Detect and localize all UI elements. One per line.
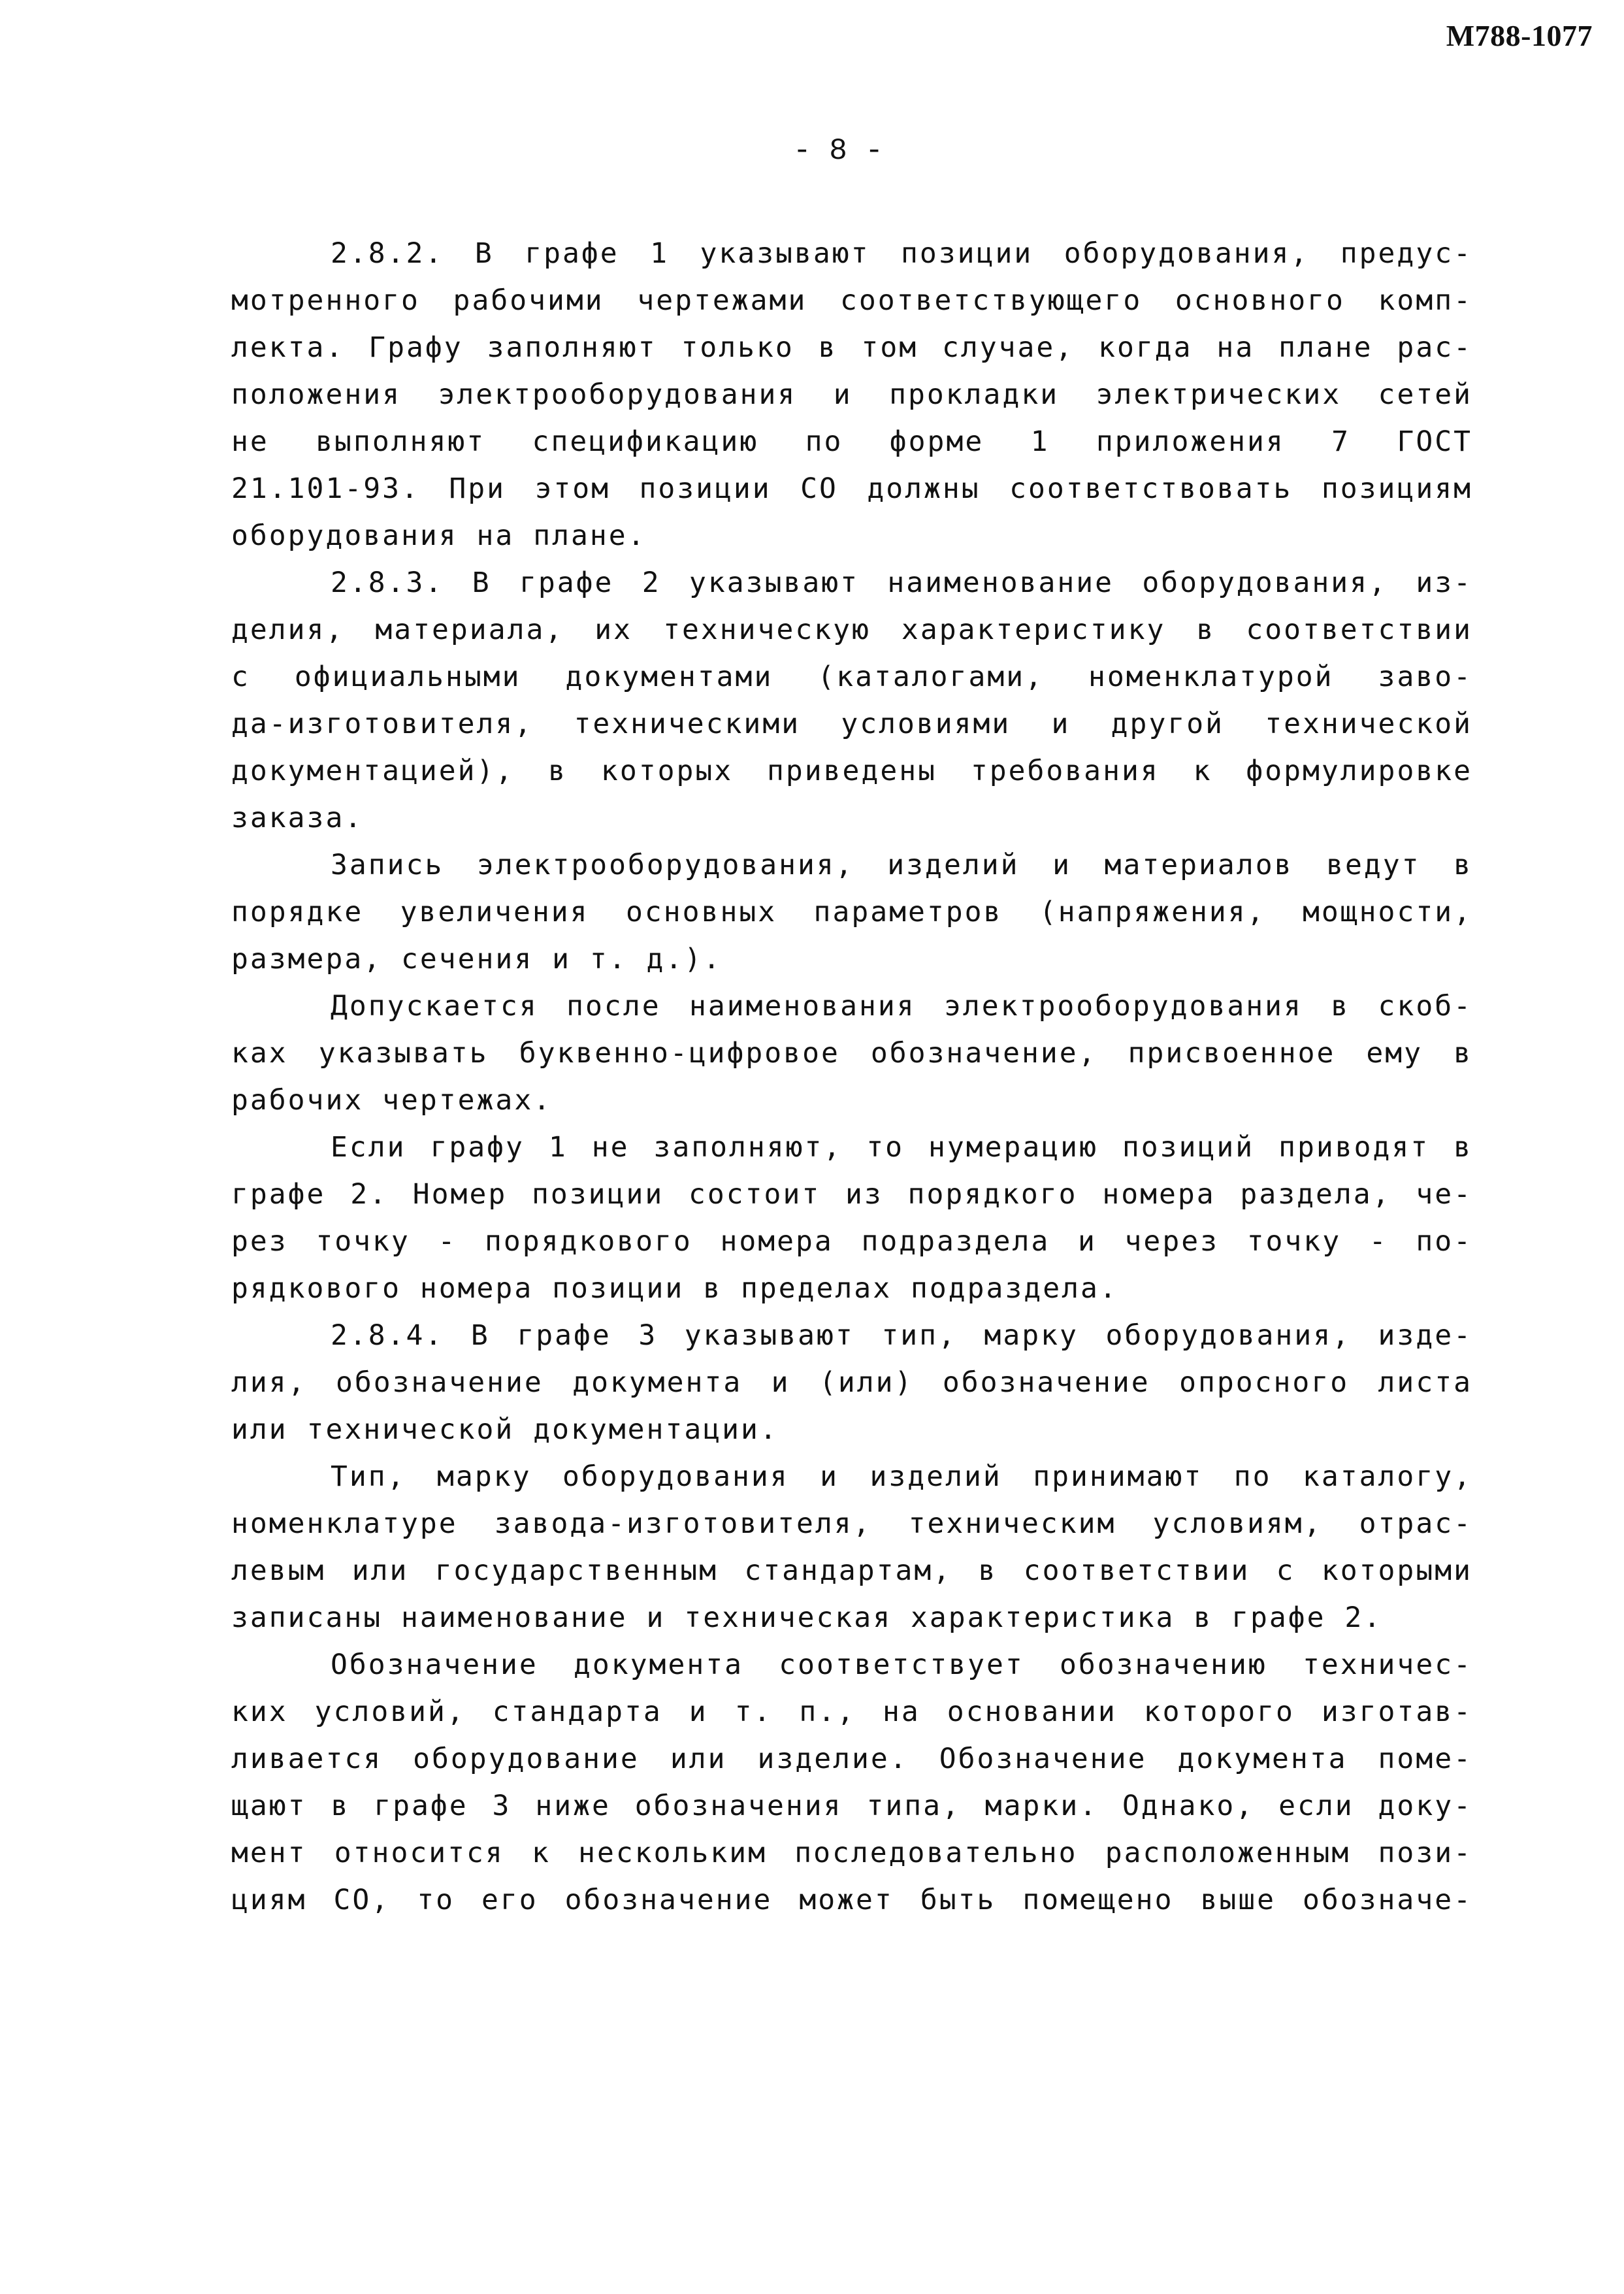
text-line: лия, обозначение документа и (или) обозначение опросного листа (231, 1366, 1472, 1399)
text-line: ках указывать буквенно-цифровое обозначение, присвоенное ему в (231, 1037, 1472, 1070)
text-line: или технической документации. (231, 1413, 779, 1446)
text-line: 2.8.3. В графе 2 указывают наименование оборудования, из- (331, 566, 1472, 599)
text-line: циям СО, то его обозначение может быть помещено выше обозначе- (231, 1884, 1472, 1916)
text-line: рядкового номера позиции в пределах подраздела. (231, 1272, 1118, 1305)
text-line: положения электрооборудования и прокладки электрических сетей (231, 378, 1472, 411)
text-line: ливается оборудование или изделие. Обозначение документа поме- (231, 1743, 1472, 1775)
text-line: размера, сечения и т. д.). (231, 943, 723, 975)
text-line: Допускается после наименования электрооборудования в скоб- (331, 990, 1472, 1023)
text-line: щают в графе 3 ниже обозначения типа, марки. Однако, если доку- (231, 1790, 1472, 1822)
text-line: мотренного рабочими чертежами соответствующего основного комп- (231, 284, 1472, 317)
document-code: М788-1077 (1446, 19, 1593, 52)
text-line: да-изготовителя, техническими условиями и другой технической (231, 708, 1472, 740)
text-line: ких условий, стандарта и т. п., на основании которого изготав- (231, 1696, 1472, 1728)
text-line: графе 2. Номер позиции состоит из порядкого номера раздела, че- (231, 1178, 1472, 1211)
text-line: оборудования на плане. (231, 519, 647, 552)
text-line: 21.101-93. При этом позиции СО должны соответствовать позициям (231, 472, 1472, 505)
text-line: 2.8.4. В графе 3 указывают тип, марку оборудования, изде- (331, 1319, 1472, 1352)
text-line: заказа. (231, 802, 364, 834)
text-line: делия, материала, их техническую характеристику в соответствии (231, 614, 1472, 646)
text-line: Тип, марку оборудования и изделий принимают по каталогу, (331, 1460, 1472, 1493)
text-line: левым или государственным стандартам, в соответствии с которыми (231, 1554, 1472, 1587)
paragraph (231, 559, 1472, 842)
paragraph (231, 230, 1472, 559)
document-body (231, 230, 1472, 1924)
text-line: рабочих чертежах. (231, 1084, 553, 1117)
text-line: 2.8.2. В графе 1 указывают позиции оборудования, предус- (331, 237, 1472, 270)
text-line: мент относится к нескольким последовательно расположенным пози- (231, 1837, 1472, 1869)
paragraph (231, 842, 1472, 983)
text-line: документацией), в которых приведены требования к формулировке (231, 755, 1472, 787)
paragraph (231, 1641, 1472, 1924)
text-line: не выполняют спецификацию по форме 1 приложения 7 ГОСТ (231, 425, 1472, 458)
text-line: Обозначение документа соответствует обозначению техничес- (331, 1648, 1472, 1681)
page-number: - 8 - (792, 134, 884, 168)
text-line: Запись электрооборудования, изделий и материалов ведут в (331, 849, 1472, 881)
paragraph (231, 1312, 1472, 1453)
paragraph (231, 983, 1472, 1124)
text-line: Если графу 1 не заполняют, то нумерацию позиций приводят в (331, 1131, 1472, 1164)
paragraph (231, 1453, 1472, 1641)
text-line: номенклатуре завода-изготовителя, техническим условиям, отрас- (231, 1507, 1472, 1540)
text-line: рез точку - порядкового номера подраздела и через точку - по- (231, 1225, 1472, 1258)
text-line: записаны наименование и техническая характеристика в графе 2. (231, 1601, 1383, 1634)
text-line: лекта. Графу заполняют только в том случае, когда на плане рас- (231, 331, 1472, 364)
paragraph (231, 1124, 1472, 1312)
text-line: с официальными документами (каталогами, номенклатурой заво- (231, 661, 1472, 693)
text-line: порядке увеличения основных параметров (напряжения, мощности, (231, 896, 1472, 928)
